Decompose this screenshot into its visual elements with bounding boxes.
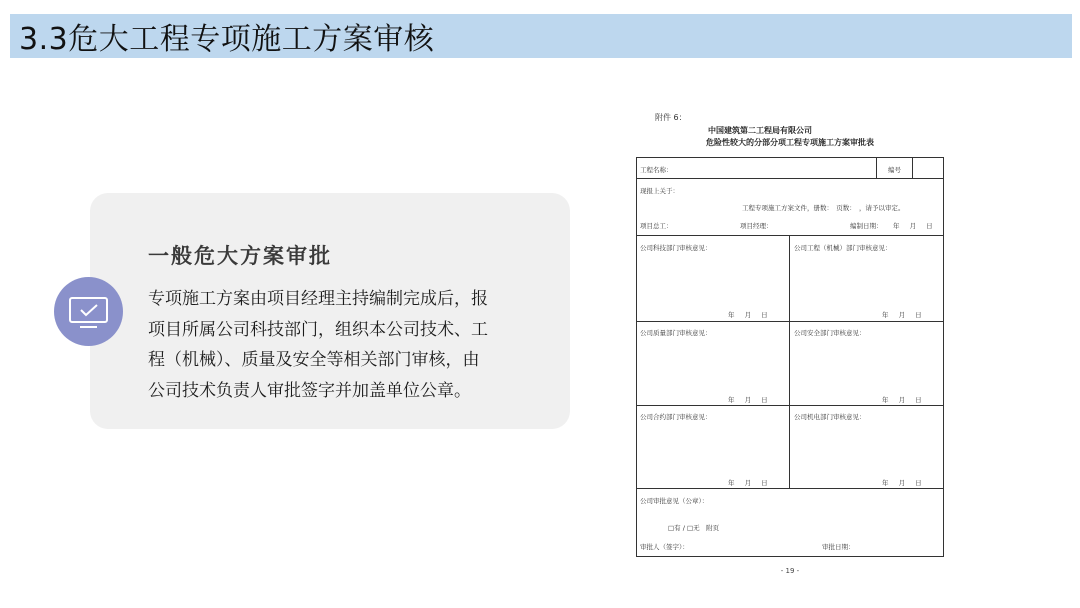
compile-date-value: 年 月 日	[893, 222, 933, 230]
approval-label: 公司审批意见（公章）：	[640, 497, 709, 505]
section-tech-label: 公司科技部门审核意见：	[640, 244, 712, 252]
section-date: 年 月 日	[728, 479, 768, 487]
form-divider	[912, 157, 913, 178]
card-line: 专项施工方案由项目经理主持编制完成后，报	[148, 289, 488, 309]
section-date: 年 月 日	[728, 311, 768, 319]
card-line: 项目所属公司科技部门，组织本公司技术、工	[148, 319, 488, 340]
project-chief-label: 项目总工：	[640, 222, 673, 230]
number-label: 编号	[888, 166, 901, 174]
section-safety-label: 公司安全部门审核意见：	[794, 329, 866, 337]
section-mep-label: 公司机电部门审核意见：	[794, 413, 866, 421]
title-bar	[10, 14, 1072, 58]
form-divider	[789, 235, 790, 488]
section-date: 年 月 日	[728, 396, 768, 404]
form-title: 危险性较大的分部分项工程专项施工方案审批表	[706, 138, 874, 147]
form-divider	[636, 178, 944, 179]
project-name-label: 工程名称：	[640, 166, 673, 174]
compile-date-label: 编制日期：	[850, 222, 883, 230]
form-divider	[636, 405, 944, 406]
report-text: 工程专项施工方案文件，册数： 页数： ，请予以审定。	[742, 204, 905, 212]
section-quality-label: 公司质量部门审核意见：	[640, 329, 712, 337]
monitor-check-icon	[54, 277, 123, 346]
project-manager-label: 项目经理：	[740, 222, 773, 230]
report-label: 现报上关于：	[640, 187, 679, 195]
section-date: 年 月 日	[882, 479, 922, 487]
approve-date-label: 审批日期：	[822, 543, 855, 551]
card-line: 程（机械）、质量及安全等相关部门审核，由	[148, 350, 480, 370]
page-number: - 19 -	[780, 567, 800, 575]
card-heading: 一般危大方案审批	[148, 244, 332, 268]
card-body	[148, 284, 516, 406]
section-date: 年 月 日	[882, 396, 922, 404]
form-divider	[636, 488, 944, 489]
card-line: 公司技术负责人审批签字并加盖单位公章。	[148, 380, 471, 401]
section-date: 年 月 日	[882, 311, 922, 319]
section-engineering-label: 公司工程（机械）部门审核意见：	[794, 244, 892, 252]
section-contract-label: 公司合约部门审核意见：	[640, 413, 712, 421]
approver-label: 审批人（签字）：	[640, 543, 689, 551]
attachment-options: □有 / □无 附页	[668, 524, 720, 532]
form-divider	[636, 235, 944, 236]
company-name: 中国建筑第二工程局有限公司	[708, 126, 812, 135]
form-divider	[876, 157, 877, 178]
page-title: 3.3危大工程专项施工方案审核	[19, 22, 435, 57]
attachment-label: 附件 6：	[655, 113, 687, 122]
form-divider	[636, 321, 944, 322]
